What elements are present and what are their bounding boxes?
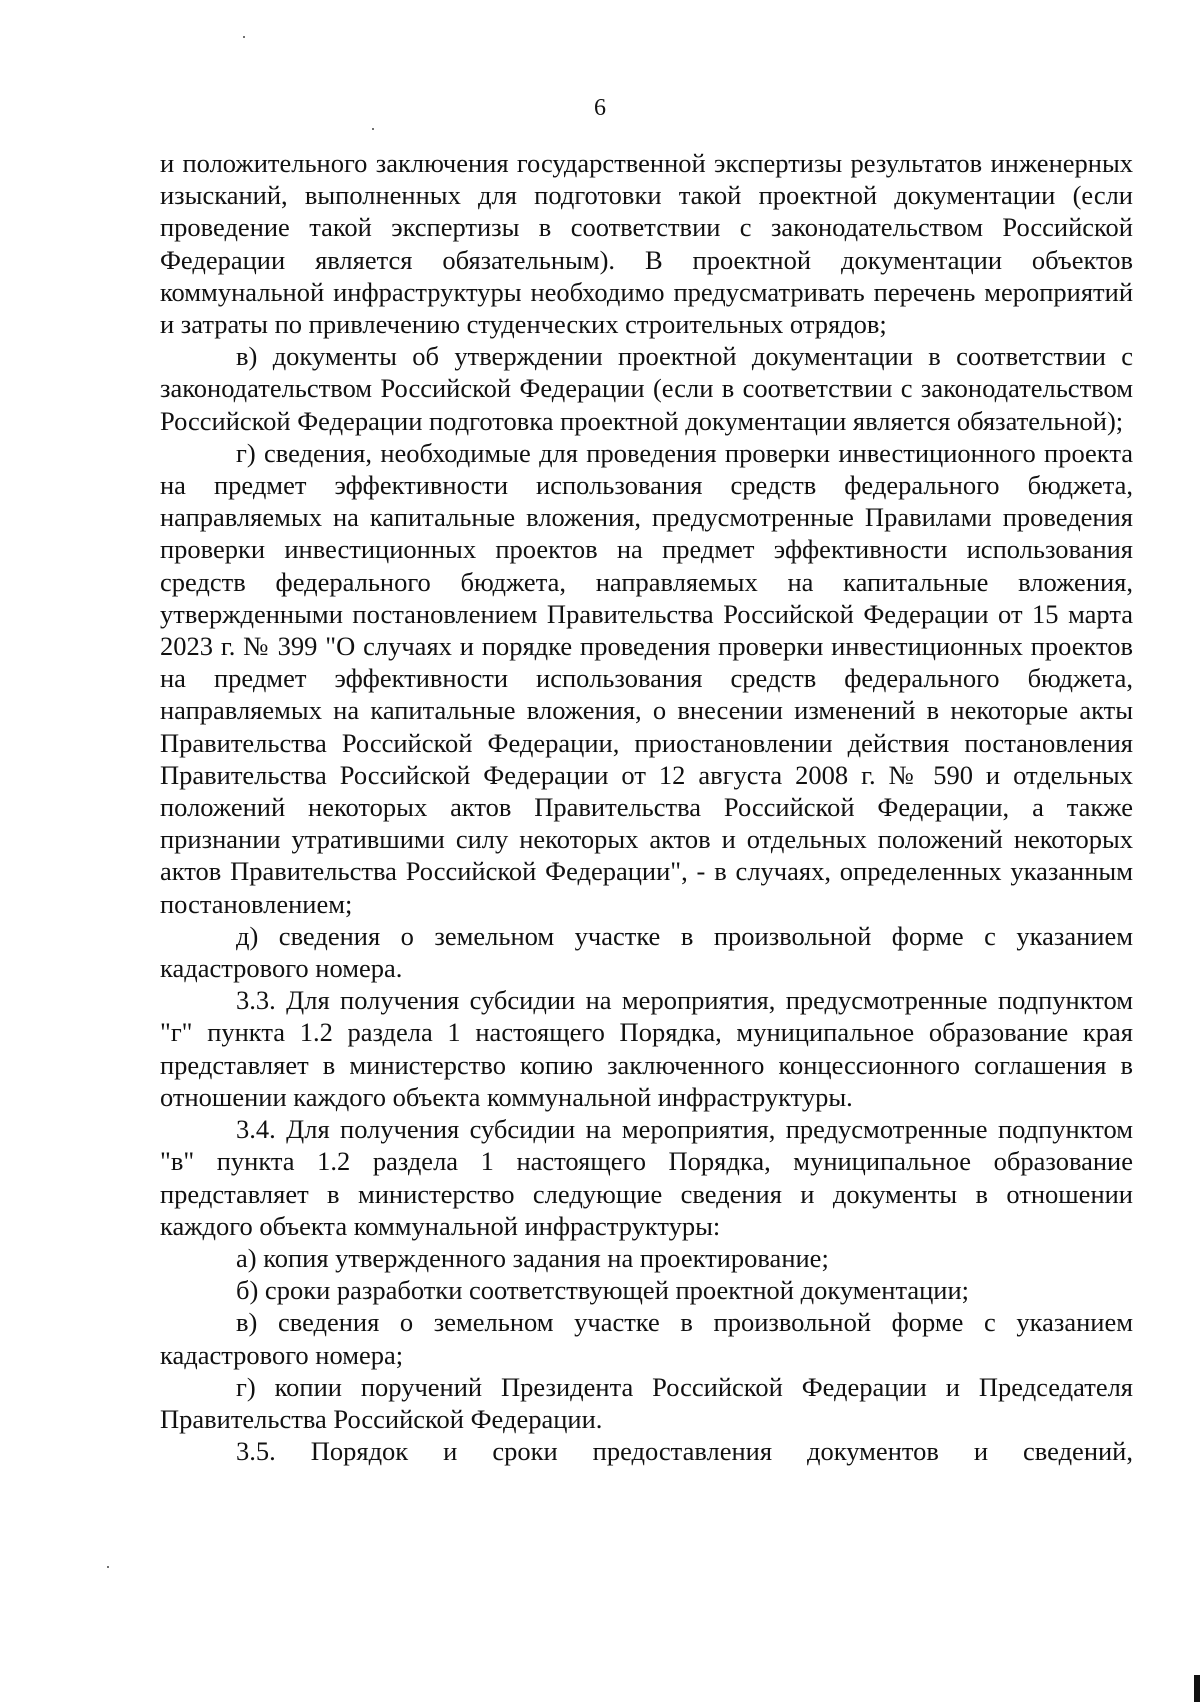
paragraph-3-4: 3.4. Для получения субсидии на мероприятия, предусмотренные подпунктом "в" пункта 1.2 раздела 1 настоящего Порядка, муниципальное образование представляет в министерство следующие сведения и документы в отношении каждого объекта коммунальной инфраструктуры:: [160, 1114, 1133, 1241]
paragraph-item-a: а) копия утвержденного задания на проектирование;: [236, 1242, 829, 1273]
paragraph-3-5: 3.5. Порядок и сроки предоставления документов и сведений,: [236, 1436, 1133, 1467]
paragraph-item-v: в) документы об утверждении проектной документации в соответствии с законодательством Российской Федерации (если в соответствии с законодательством Российской Федерации подготовка проектной документации является обязательной);: [160, 341, 1133, 436]
paragraph-3-3: 3.3. Для получения субсидии на мероприятия, предусмотренные подпунктом "г" пункта 1.2 раздела 1 настоящего Порядка, муниципальное образование края представляет в министерство копию заключенного концессионного соглашения в отношении каждого объекта коммунальной инфраструктуры.: [160, 985, 1133, 1112]
document-body: [160, 147, 1133, 1467]
scan-speck: [107, 1566, 109, 1568]
page-number: 6: [594, 95, 606, 121]
paragraph-item-d: д) сведения о земельном участке в произвольной форме с указанием кадастрового номера.: [160, 920, 1133, 984]
paragraph-item-g: г) сведения, необходимые для проведения проверки инвестиционного проекта на предмет эффективности использования средств федерального бюджета, направляемых на капитальные вложения, предусмотренные Правилами проведения проверки инвестиционных проектов на предмет эффективности использования средств федерального бюджета, направляемых на капитальные вложения, утвержденными постановлением Правительства Российской Федерации от 15 марта 2023 г. № 399 "О случаях и порядке проведения проверки инвестиционных проектов на предмет эффективности использования средств федерального бюджета, направляемых на капитальные вложения, о внесении изменений в некоторые акты Правительства Российской Федерации, приостановлении действия постановления Правительства Российской Федерации от 12 августа 2008 г. № 590 и отдельных положений некоторых актов Правительства Российской Федерации, а также признании утратившими силу некоторых актов и отдельных положений некоторых актов Правительства Российской Федерации", - в случаях, определенных указанным постановлением;: [160, 437, 1133, 919]
paragraph-continuation: и положительного заключения государственной экспертизы результатов инженерных изысканий, выполненных для подготовки такой проектной документации (если проведение такой экспертизы в соответствии с законодательством Российской Федерации является обязательным). В проектной документации объектов коммунальной инфраструктуры необходимо предусматривать перечень мероприятий и затраты по привлечению студенческих строительных отрядов;: [160, 148, 1133, 340]
paragraph-item-b: б) сроки разработки соответствующей проектной документации;: [236, 1275, 970, 1306]
scan-edge-mark: [1194, 1675, 1200, 1702]
paragraph-item-g2: г) копии поручений Президента Российской Федерации и Председателя Правительства Российской Федерации.: [160, 1371, 1133, 1434]
paragraph-item-v2: в) сведения о земельном участке в произвольной форме с указанием кадастрового номера;: [160, 1307, 1133, 1370]
scan-speck: [243, 36, 245, 38]
scan-speck: [372, 128, 374, 130]
